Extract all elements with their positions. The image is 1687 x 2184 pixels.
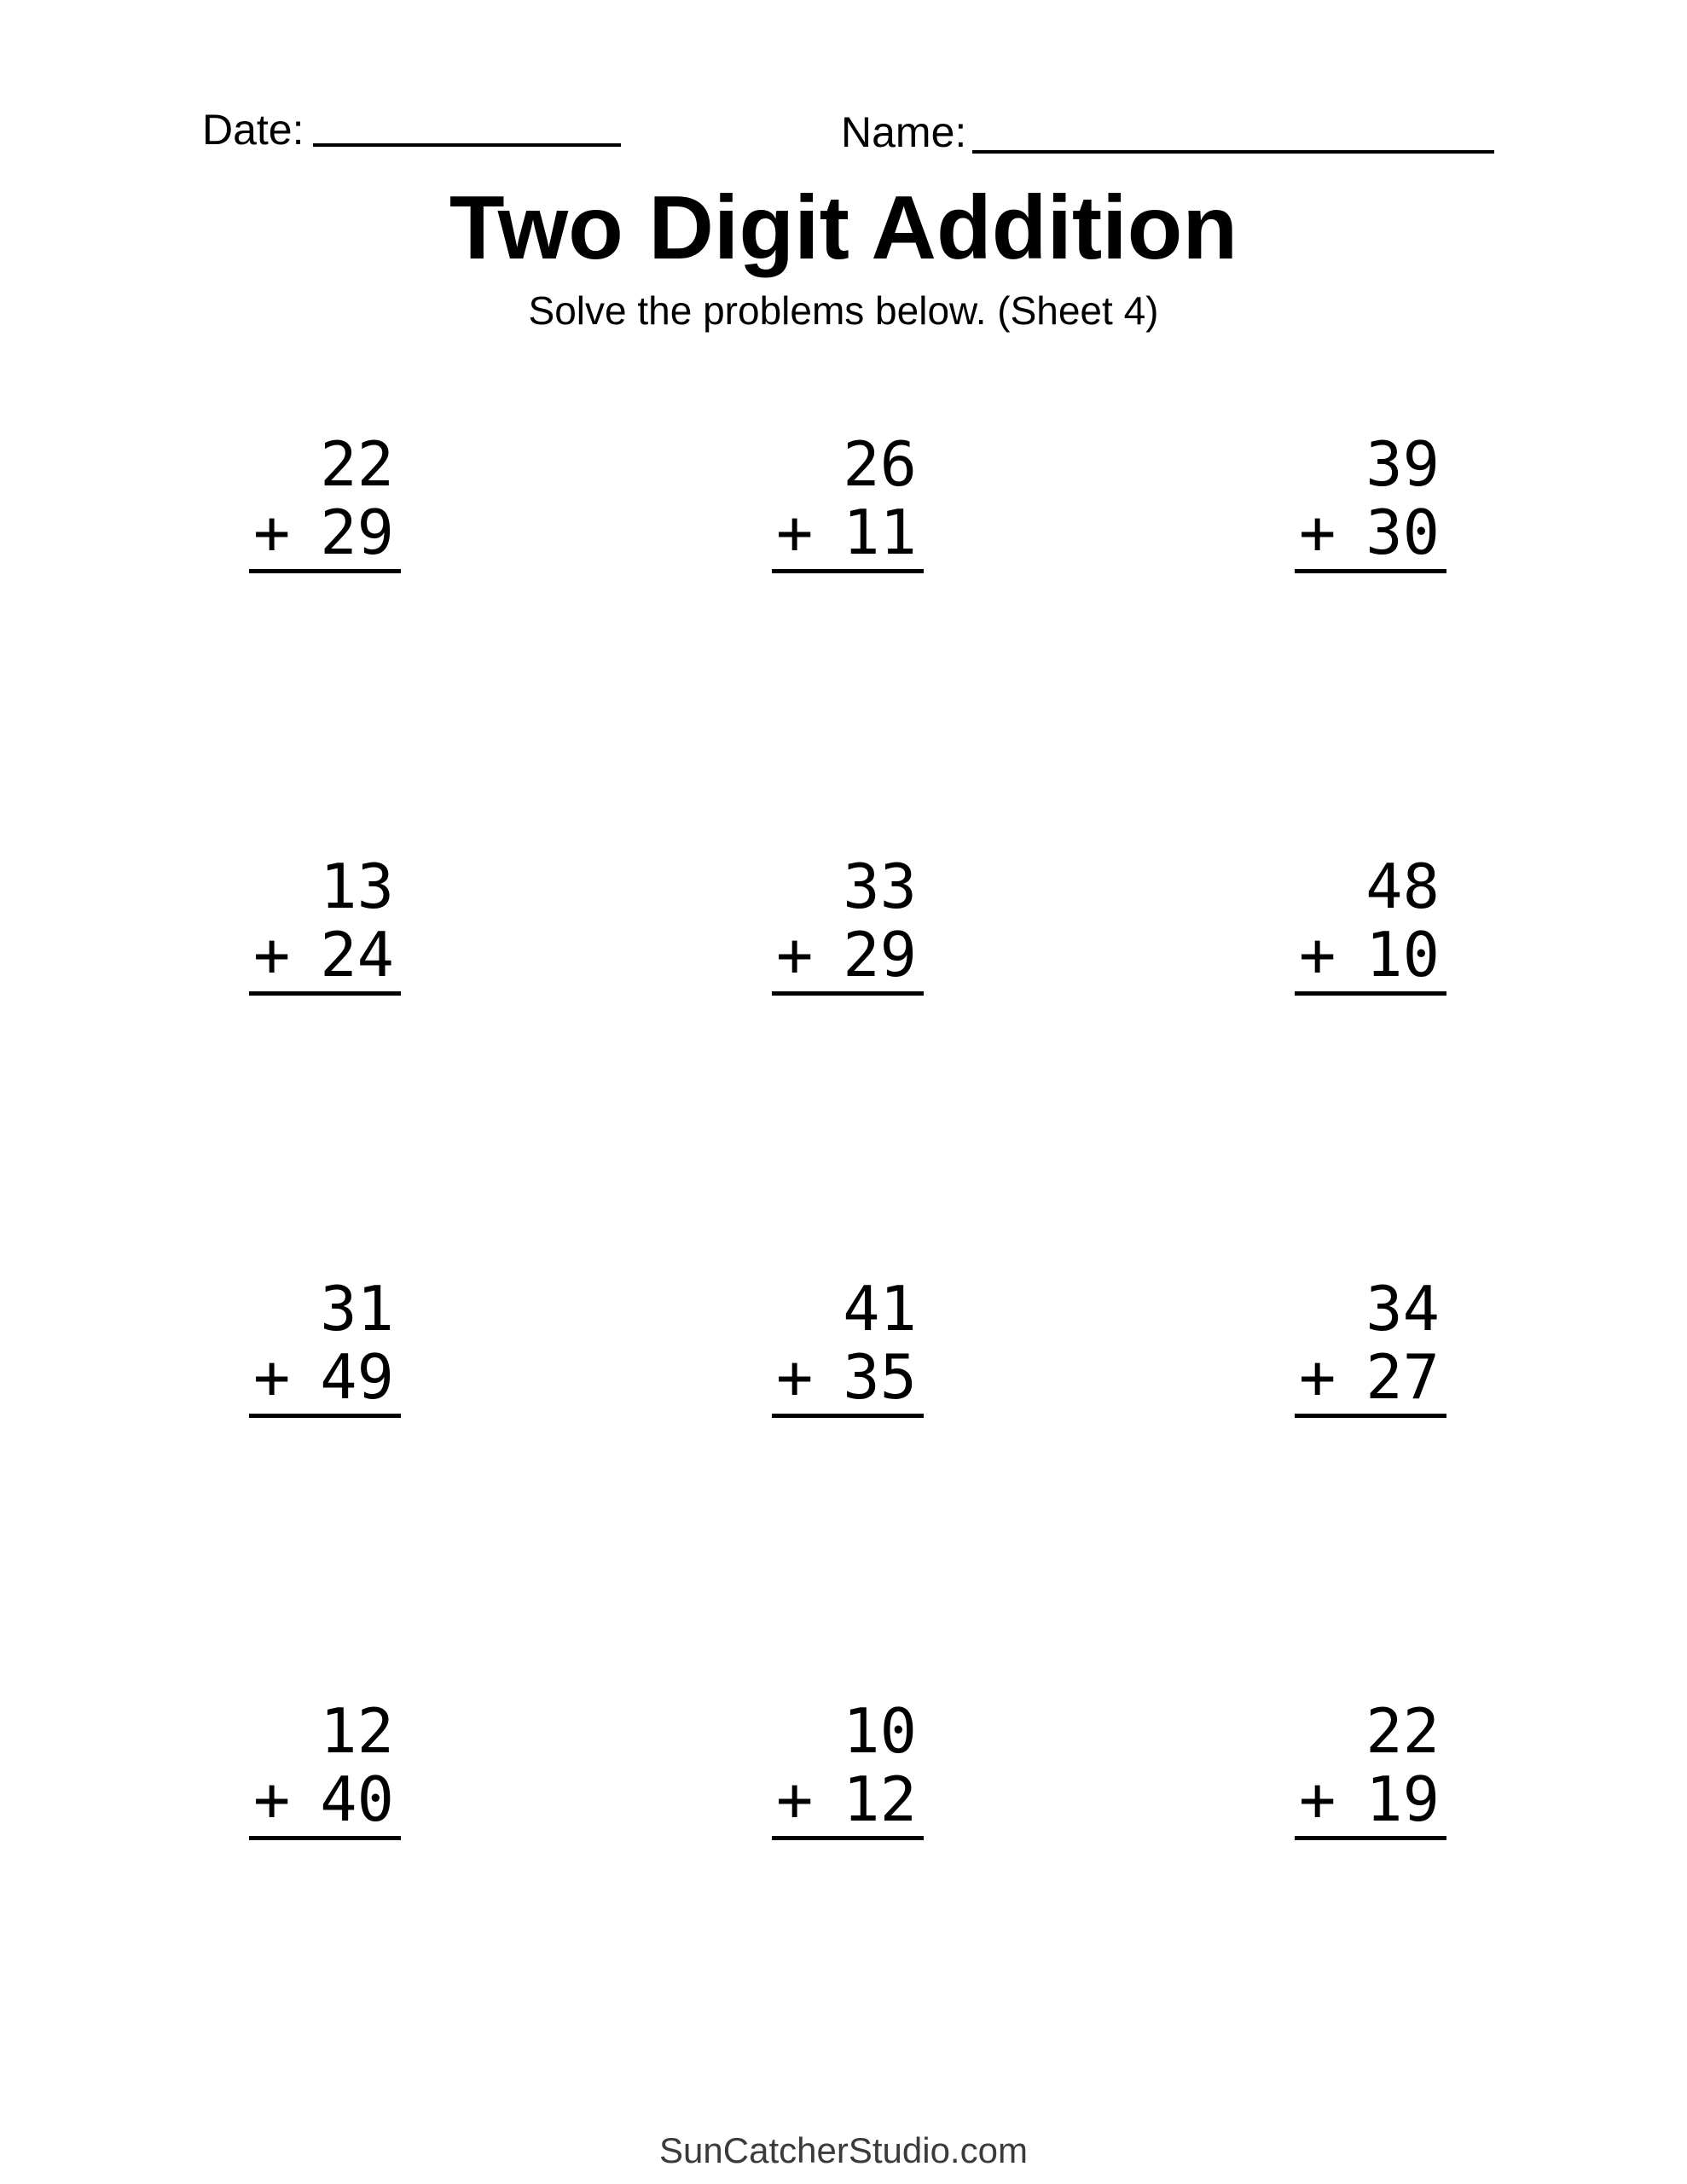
addend-top: 41: [843, 1273, 917, 1345]
addend-top: 13: [320, 851, 394, 922]
addition-problem: [249, 852, 401, 996]
plus-operator: +: [1299, 919, 1336, 990]
plus-operator: +: [253, 919, 291, 990]
plus-operator: +: [776, 1341, 814, 1413]
addend-top: 48: [1365, 851, 1440, 922]
name-label: Name:: [841, 108, 967, 156]
plus-operator: +: [253, 1341, 291, 1413]
plus-operator: +: [776, 1763, 814, 1835]
addend-bottom: 10: [1365, 919, 1440, 990]
addend-bottom: 27: [1365, 1341, 1440, 1413]
plus-operator: +: [1299, 1763, 1336, 1835]
addend-top: 10: [843, 1695, 917, 1767]
addition-problem: [772, 1697, 924, 1840]
addend-top: 12: [320, 1695, 394, 1767]
addition-problem: [1295, 852, 1446, 996]
page-subtitle: Solve the problems below. (Sheet 4): [528, 288, 1159, 333]
addend-bottom: 35: [843, 1341, 917, 1413]
date-label: Date:: [202, 106, 304, 154]
addend-bottom: 12: [843, 1763, 917, 1835]
addition-problem: [1295, 1697, 1446, 1840]
addend-bottom: 19: [1365, 1763, 1440, 1835]
addend-top: 31: [320, 1273, 394, 1345]
addend-bottom: 29: [320, 497, 394, 568]
plus-operator: +: [253, 1763, 291, 1835]
addition-problem: [249, 1275, 401, 1418]
addend-bottom: 49: [320, 1341, 394, 1413]
addition-problem: [772, 852, 924, 996]
addend-top: 22: [320, 428, 394, 500]
plus-operator: +: [253, 497, 291, 568]
addend-bottom: 29: [843, 919, 917, 990]
page-title: Two Digit Addition: [449, 177, 1238, 278]
addend-top: 39: [1365, 428, 1440, 500]
addend-top: 33: [843, 851, 917, 922]
addend-bottom: 40: [320, 1763, 394, 1835]
plus-operator: +: [776, 497, 814, 568]
addend-bottom: 11: [843, 497, 917, 568]
addend-top: 22: [1365, 1695, 1440, 1767]
footer-credit: SunCatcherStudio.com: [659, 2130, 1028, 2170]
addition-problem: [1295, 1275, 1446, 1418]
addition-problem: [249, 430, 401, 573]
addend-bottom: 30: [1365, 497, 1440, 568]
addition-problem: [249, 1697, 401, 1840]
plus-operator: +: [1299, 1341, 1336, 1413]
addend-top: 34: [1365, 1273, 1440, 1345]
addition-problem: [772, 430, 924, 573]
plus-operator: +: [776, 919, 814, 990]
addend-bottom: 24: [320, 919, 394, 990]
plus-operator: +: [1299, 497, 1336, 568]
addition-problem: [1295, 430, 1446, 573]
addend-top: 26: [843, 428, 917, 500]
addition-problem: [772, 1275, 924, 1418]
